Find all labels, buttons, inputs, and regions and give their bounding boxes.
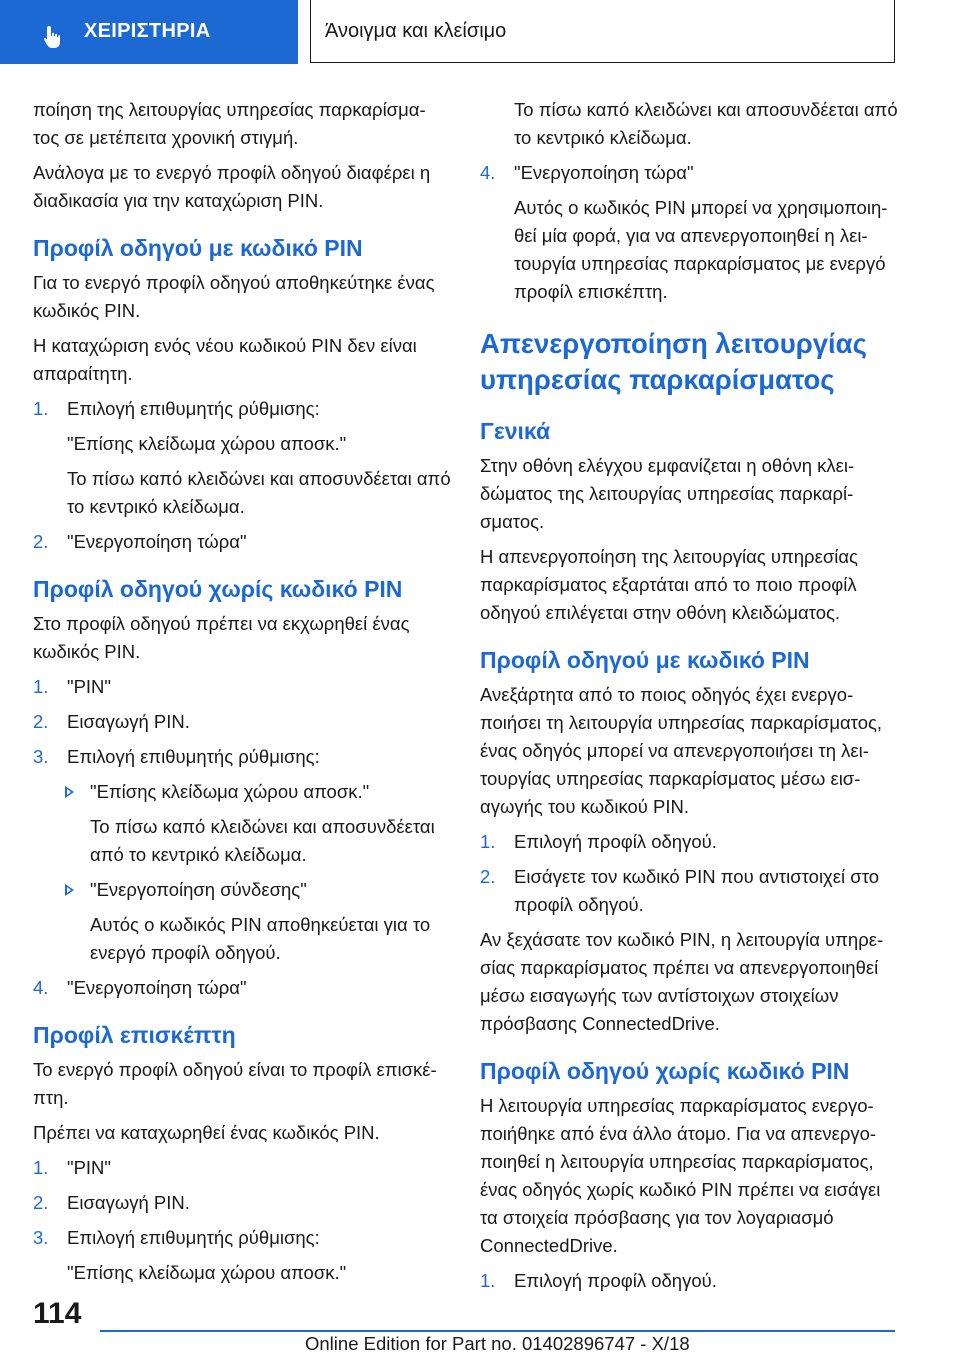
edition-note: Online Edition for Part no. 01402896747 - X/18 [305,1333,690,1354]
paragraph: Στο προφίλ οδηγού πρέπει να εκχωρηθεί ένας κωδικός PIN. [33,613,410,662]
paragraph: Το ενεργό προφίλ οδηγού είναι το προφίλ επισκέ-πτη. [33,1059,437,1108]
step-number: 1. [480,1270,496,1291]
section-title: Άνοιγμα και κλείσιμο [325,20,507,42]
list-item [33,528,451,556]
step-number: 2. [33,1192,49,1213]
step-text: Εισαγωγή PIN. [67,1192,190,1213]
step-number: 2. [33,531,49,552]
list-item [480,863,900,919]
heading-general: Γενικά [480,418,551,444]
heading-guest-profile: Προφίλ επισκέπτη [33,1022,236,1048]
bullet-item [33,778,451,806]
step-number: 4. [480,162,496,183]
bullet-text: "Ενεργοποίηση σύνδεσης" [90,879,307,900]
triangle-bullet-icon [65,884,74,896]
step-number: 4. [33,977,49,998]
list-item [33,974,451,1002]
paragraph: Ανεξάρτητα από το ποιος οδηγός έχει ενεργο-ποιήσει τη λειτουργία υπηρεσίας παρκαρίσματος, ένας οδηγός μπορεί να απενεργοποιήσει τη λει-τουργίας υπηρεσίας παρκαρίσματος μέσω εισ-αγωγής του κωδικού PIN. [480,684,883,817]
heading-profile-with-pin: Προφίλ οδηγού με κωδικό PIN [33,235,363,261]
section-header [310,0,895,63]
heading-deactivate-parking-service: Απενεργοποίηση λειτουργίας υπηρεσίας παρκαρίσματος [480,328,867,395]
step-number: 2. [33,711,49,732]
step-number: 1. [33,1157,49,1178]
step-text: "PIN" [67,1157,111,1178]
heading-profile-without-pin: Προφίλ οδηγού χωρίς κωδικό PIN [480,1058,850,1084]
step-detail: "Επίσης κλείδωμα χώρου αποσκ." [67,1262,347,1283]
list-item [33,708,451,736]
step-text: Εισαγωγή PIN. [67,711,190,732]
step-number: 3. [33,746,49,767]
bullet-detail: Αυτός ο κωδικός PIN αποθηκεύεται για το ενεργό προφίλ οδηγού. [90,914,431,963]
list-item [33,1224,451,1252]
step-text: Επιλογή προφίλ οδηγού. [514,831,717,852]
step-text: "Ενεργοποίηση τώρα" [67,531,247,552]
list-item [33,1189,451,1217]
list-item [480,159,900,187]
step-detail: "Επίσης κλείδωμα χώρου αποσκ." [67,433,347,454]
list-item [480,828,900,856]
paragraph: Στην οθόνη ελέγχου εμφανίζεται η οθόνη κλει-δώματος της λειτουργίας υπηρεσίας παρκαρί-σματος. [480,455,855,532]
paragraph: Η λειτουργία υπηρεσίας παρκαρίσματος ενεργο-ποιήθηκε από ένα άλλο άτομο. Για να απενεργο-ποιηθεί η λειτουργία υπηρεσίας παρκαρίσματος, ένας οδηγός χωρίς κωδικό PIN πρέπει να εισάγει τα στοιχεία πρόσβασης για τον λογαριασμό ConnectedDrive. [480,1095,881,1256]
step-detail: Το πίσω καπό κλειδώνει και αποσυνδέεται από το κεντρικό κλείδωμα. [67,468,451,517]
footer-divider [100,1330,895,1332]
step-text: "Ενεργοποίηση τώρα" [67,977,247,998]
list-item [33,1154,451,1182]
step-detail: Το πίσω καπό κλειδώνει και αποσυνδέεται από το κεντρικό κλείδωμα. [514,99,898,148]
list-item [480,1267,900,1295]
step-number: 1. [480,831,496,852]
paragraph: Ανάλογα με το ενεργό προφίλ οδηγού διαφέρει η διαδικασία για την καταχώριση PIN. [33,162,431,211]
list-item [33,743,451,771]
heading-profile-with-pin: Προφίλ οδηγού με κωδικό PIN [480,647,810,673]
paragraph: ποίηση της λειτουργίας υπηρεσίας παρκαρίσμα-τος σε μετέπειτα χρονική στιγμή. [33,99,426,148]
bullet-text: "Επίσης κλείδωμα χώρου αποσκ." [90,781,370,802]
paragraph: Η απενεργοποίηση της λειτουργίας υπηρεσίας παρκαρίσματος εξαρτάται από το ποιο προφίλ οδηγού επιλέγεται στην οθόνη κλειδώματος. [480,546,858,623]
paragraph: Η καταχώριση ενός νέου κωδικού PIN δεν είναι απαραίτητη. [33,335,417,384]
bullet-detail: Το πίσω καπό κλειδώνει και αποσυνδέεται από το κεντρικό κλείδωμα. [90,816,435,865]
paragraph: Αν ξεχάσατε τον κωδικό PIN, η λειτουργία υπηρε-σίας παρκαρίσματος πρέπει να απενεργοποιηθεί μέσω εισαγωγής των αντίστοιχων στοιχείων πρόσβασης ConnectedDrive. [480,929,884,1034]
chapter-tab[interactable] [0,0,298,64]
step-number: 1. [33,676,49,697]
right-column [480,96,900,1302]
step-text: "PIN" [67,676,111,697]
chapter-title: ΧΕΙΡΙΣΤΗΡΙΑ [84,20,211,42]
paragraph: Πρέπει να καταχωρηθεί ένας κωδικός PIN. [33,1122,380,1143]
step-text: Επιλογή επιθυμητής ρύθμισης: [67,1227,320,1248]
step-number: 3. [33,1227,49,1248]
step-text: Εισάγετε τον κωδικό PIN που αντιστοιχεί στο προφίλ οδηγού. [514,866,880,915]
hand-pointer-icon [40,24,66,50]
heading-profile-without-pin: Προφίλ οδηγού χωρίς κωδικό PIN [33,576,403,602]
step-number: 1. [33,398,49,419]
paragraph: Για το ενεργό προφίλ οδηγού αποθηκεύτηκε ένας κωδικός PIN. [33,272,435,321]
left-column [33,96,451,1294]
bullet-item [33,876,451,904]
step-text: "Ενεργοποίηση τώρα" [514,162,694,183]
step-detail: Αυτός ο κωδικός PIN μπορεί να χρησιμοποιη-θεί μία φορά, για να απενεργοποιηθεί η λει-τουργία υπηρεσίας παρκαρίσματος με ενεργό προφίλ επισκέπτη. [514,197,888,302]
triangle-bullet-icon [65,786,74,798]
step-number: 2. [480,866,496,887]
step-text: Επιλογή επιθυμητής ρύθμισης: [67,398,320,419]
page-number: 114 [33,1297,82,1330]
list-item [33,395,451,423]
step-text: Επιλογή προφίλ οδηγού. [514,1270,717,1291]
step-text: Επιλογή επιθυμητής ρύθμισης: [67,746,320,767]
list-item [33,673,451,701]
